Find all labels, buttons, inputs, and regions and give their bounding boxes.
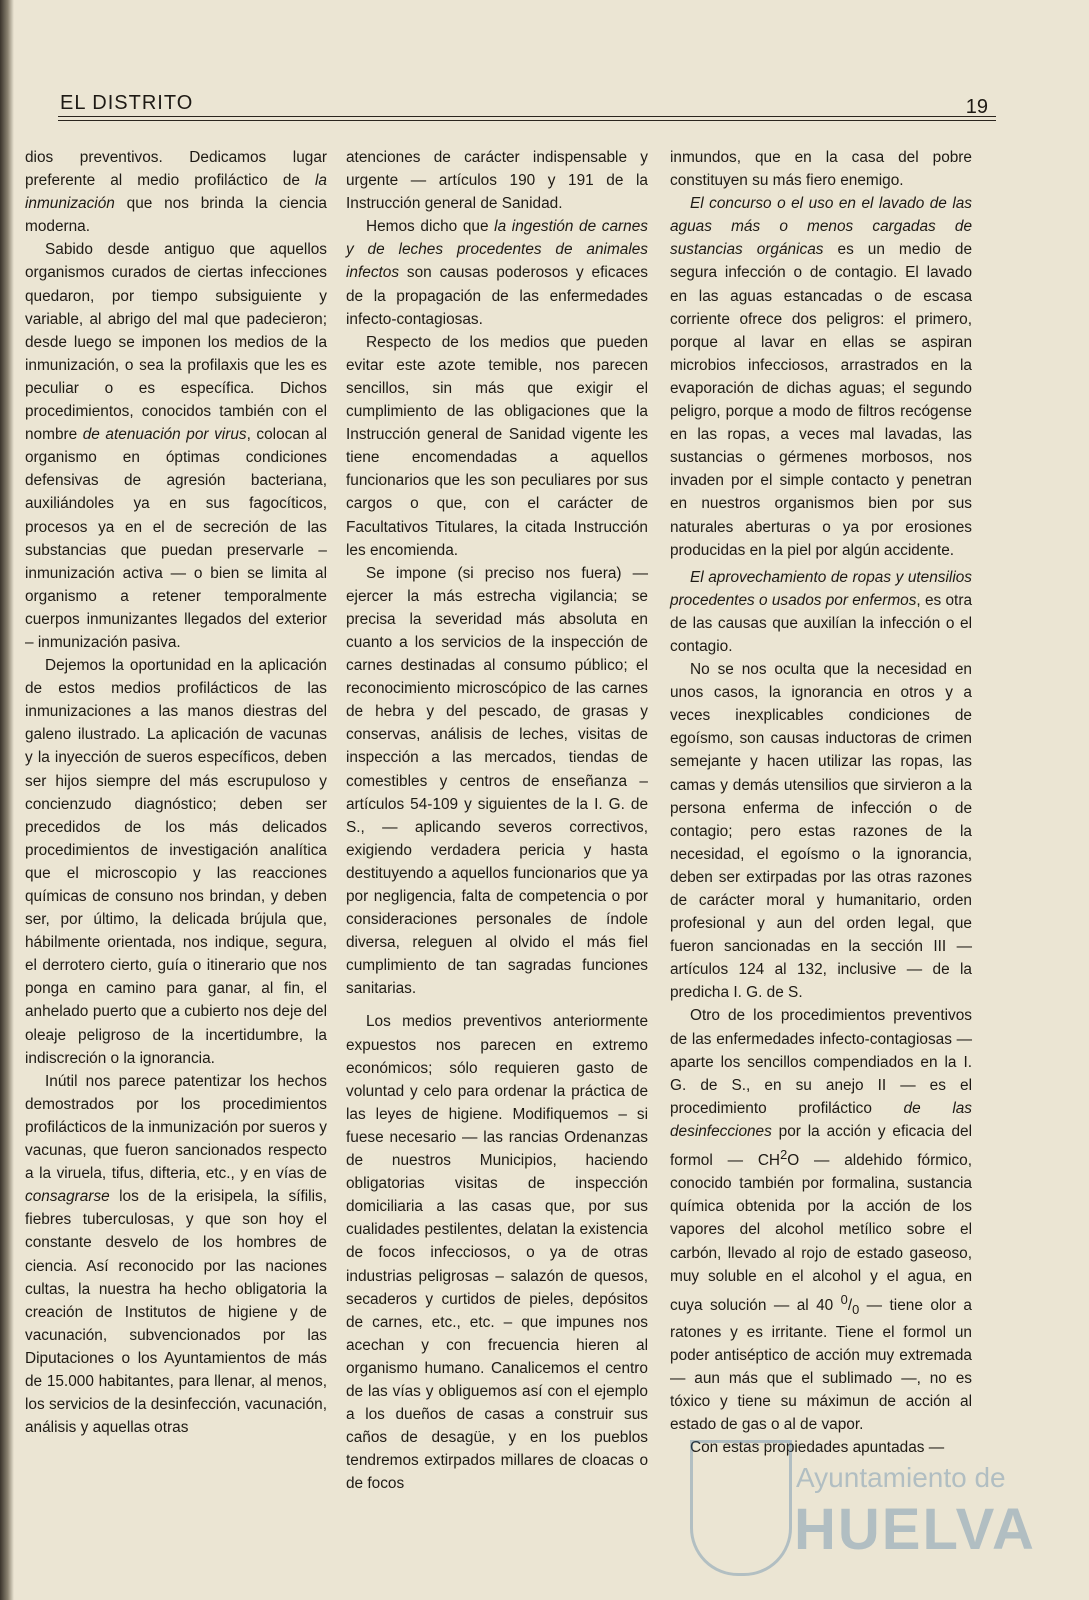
paragraph: Los medios preventivos anteriormente expuestos nos parecen en extremo económicos; sólo requieren gasto de voluntad y celo para ordenar la práctica de las leyes de higiene. Modifiquemos – si fuese necesario — las rancias Ordenanzas de nuestros Municipios, haciendo obligatorias visitas de inspección domiciliaria a las casas que, por sus cualidades pestilentes, delatan la existencia de focos infecciosos, o ya de otras industrias peligrosas – salazón de quesos, secaderos y curtidos de pieles, depósitos de carnes, etc., etc. – que impunes nos acechan y con frecuencia hieren al organismo humano. Canalicemos el centro de las vías y obliguemos así con el ejemplo a los dueños de casas a construir sus caños de desagüe, y en los pueblos tendremos extirpados millares de cloacas o de focos — [346, 1013, 648, 1493]
text-column-1 — [25, 146, 327, 1439]
text-column-3 — [670, 146, 972, 1460]
paragraph: inmundos, que en la casa del pobre constituyen su más fiero enemigo. — [670, 149, 972, 190]
page-number: 19 — [965, 96, 988, 118]
paragraph: Sabido desde antiguo que aquellos organismos curados de ciertas infecciones quedaron, por tiempo subsiguiente y variable, al abrigo del mal que padecieron; desde luego se imponen los medios de la inmunización, o sea la profilaxis que les es peculiar o es específica. Dichos procedimientos, conocidos también con el nombre de atenuación por virus, colocan al organismo en óptimas condiciones defensivas de agresión bacteriana, auxiliándoles ya en sus fagocíticos, procesos ya en el de secreción de las substancias que puedan preservarle – inmunización activa — o bien se limita al organismo a retener temporalmente cuerpos inmunizantes llegados del exterior – inmunización pasiva. — [25, 241, 328, 651]
watermark-line-1: Ayuntamiento de — [796, 1462, 1006, 1493]
paragraph: Con estas propiedades apuntadas — — [690, 1439, 945, 1457]
page-binding-shadow — [0, 0, 14, 1600]
paragraph: El aprovechamiento de ropas y utensilios procedentes o usados por enfermos, es otra de las causas que auxilían la infección o el contagio. — [670, 568, 973, 655]
paragraph: El concurso o el uso en el lavado de las aguas más o menos cargadas de sustancias orgánicas es un medio de segura infección o de contagio. El lavado en las aguas estancadas o de escasa corriente ofrece dos peligros: el primero, porque al lavar en ellas se aspiran microbios infecciosos, arrastrados en la evaporación de dichas aguas; el segundo peligro, porque a modo de filtros recógense en las ropas, a veces mal lavadas, las sustancias o gérmenes morbosos, nos invaden por el simple contacto y penetran en nuestros organismos bien por sus naturales aberturas o ya por erosiones producidas en la piel por algún accidente. — [670, 195, 972, 559]
paragraph: Se impone (si preciso nos fuera) — ejercer la más estrecha vigilancia; se precisa la severidad más absoluta en cuanto a los servicios de la inspección de carnes destinadas al consumo público; el reconocimiento microscópico de las carnes de hebra y del pescado, de grasas y conservas, análisis de leches, visitas de inspección a las mercados, tiendas de comestibles y centros de enseñanza – artículos 54-109 y siguientes de la I. G. de S., — aplicando severos correctivos, exigiendo verdadera pericia y hasta destituyendo a aquellos funcionarios que ya por negligencia, falta de competencia o por consideraciones personales de índole diversa, releguen al olvido el más fiel cumplimiento de tan sagradas funciones sanitarias. — [346, 564, 648, 998]
header-rule — [58, 116, 996, 117]
paragraph: Inútil nos parece patentizar los hechos demostrados por los procedimientos profilácticos de la inmunización por sueros y vacunas, que fueron sancionados respecto a la viruela, tifus, difteria, etc., y en vías de consagrarse los de la erisipela, la sífilis, fiebres tuberculosas, y que son hoy el constante desvelo de los hombres de ciencia. Así reconocido por las naciones cultas, la nuestra ha hecho obligatoria la creación de Institutos de higiene y de vacunación, subvencionados por las Diputaciones o los Ayuntamientos de más de 15.000 habitantes, para llenar, al menos, los servicios de la desinfección, vacunación, análisis y aquellas otras — [25, 1072, 327, 1437]
text-column-2 — [346, 146, 648, 1495]
archive-watermark — [690, 1440, 1036, 1580]
paragraph: Hemos dicho que la ingestión de carnes y de leches procedentes de animales infectos son causas poderosos y eficaces de la propagación de las enfermedades infecto-contagiosas. — [346, 218, 648, 328]
paragraph: Respecto de los medios que pueden evitar este azote temible, nos parecen sencillos, sin más que exigir el cumplimiento de las obligaciones que la Instrucción general de Sanidad vigente les tiene encomendadas a aquellos funcionarios que les son peculiares por sus cargos o que, con el carácter de Facultativos Titulares, la citada Instrucción les encomienda. — [346, 333, 648, 559]
paragraph: Dejemos la oportunidad en la aplicación de estos medios profilácticos de las inmunizaciones a las manos diestras del galeno ilustrado. La aplicación de vacunas y la inyección de sueros específicos, deben ser hijos siempre del más escrupuloso y concienzudo diagnóstico; deben ser precedidos de los más delicados procedimientos de investigación analítica que el microscopio y las reacciones químicas de consuno nos brindan, y deben ser, por último, la delicada brújula que, hábilmente orientada, nos indique, segura, el derrotero cierto, guía o itinerario que nos ponga en camino para ganar, al fin, el anhelado puerto que a cubierto nos deje del oleaje peligroso de la incertidumbre, la indiscreción o la ignorancia. — [25, 657, 327, 1067]
watermark-line-2: HUELVA — [794, 1497, 1036, 1562]
paragraph: atenciones de carácter indispensable y urgente — artículos 190 y 191 de la Instrucción general de Sanidad. — [346, 149, 648, 213]
paragraph: dios preventivos. Dedicamos lugar preferente al medio profiláctico de la inmunización que nos brinda la ciencia moderna. — [25, 149, 327, 236]
header-rule-thin — [58, 120, 996, 121]
paragraph: Otro de los procedimientos preventivos de las enfermedades infecto-contagiosas — aparte los sencillos compendiados en la I. G. de S., en su anejo II — es el procedimiento profiláctico de las desinfecciones por la acción y eficacia del formol — $CH^2O$ — aldehido fórmico, conocido también por formalina, sustancia química obtenida por la acción de los vapores del alcohol metílico sobre el carbón, llevado al rojo de estado gaseoso, muy soluble en el alcohol y el agua, en cuya solución — al 40 $^0/_0$ — tiene olor a ratones y es irritante. Tiene el formol un poder antiséptico de acción muy extremada — aun más que el sublimado —, no es tóxico y tiene su máximun de acción al estado de gas o al de vapor. — [670, 1007, 972, 1434]
city-seal-icon — [690, 1440, 792, 1576]
paragraph: No se nos oculta que la necesidad en unos casos, la ignorancia en otros y a veces inexplicables condiciones de egoísmo, son causas inductoras de crimen semejante y hacen utilizar las ropas, las camas y demás utensilios que sirvieron a la persona enferma de infección o de contagio; pero estas razones de la necesidad, el egoísmo o la ignorancia, deben ser extirpadas por las otras razones de carácter moral y humanitario, orden profesional y aun del orden legal, que fueron sancionadas en la sección III — artículos 124 al 132, inclusive — de la predicha I. G. de S. — [670, 661, 972, 1002]
journal-title: EL DISTRITO — [60, 92, 194, 114]
running-header — [58, 92, 996, 122]
